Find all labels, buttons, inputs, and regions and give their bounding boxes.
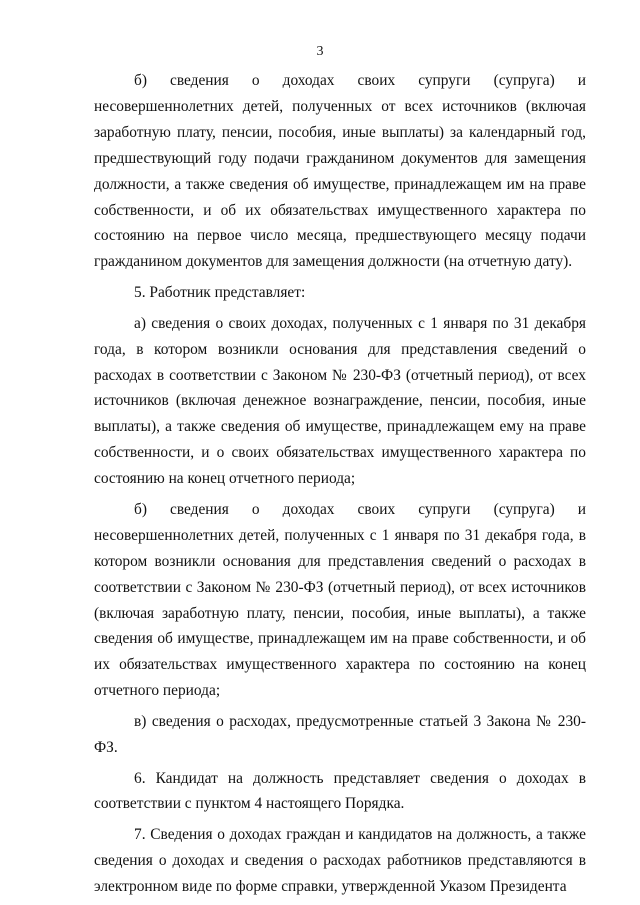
paragraph-7: 7. Сведения о доходах граждан и кандидатов на должность, а также сведения о доходах и сведения о расходах работников представляются в электронном виде по форме справки, утвержденной Указом Президента	[94, 826, 586, 895]
paragraph-5b: б) сведения о доходах своих супруги (супруга) и несовершеннолетних детей, полученных с 1 января по 31 декабря года, в котором возникли основания для представления сведений о расходах в соответствии с Законом № 230-ФЗ (отчетный период), от всех источников (включая заработную плату, пенсии, пособия, иные выплаты), а также сведения об имуществе, принадлежащем им на праве собственности, и об их обязательствах имущественного характера по состоянию на конец отчетного периода;	[94, 500, 586, 700]
paragraph-5c: в) сведения о расходах, предусмотренные статьей 3 Закона № 230-ФЗ.	[94, 712, 586, 756]
paragraph-6: 6. Кандидат на должность представляет сведения о доходах в соответствии с пунктом 4 настоящего Порядка.	[94, 769, 586, 813]
paragraph-4b: б) сведения о доходах своих супруги (супруга) и несовершеннолетних детей, полученных от всех источников (включая заработную плату, пенсии, пособия, иные выплаты) за календарный год, предшествующий году подачи гражданином документов для замещения должности, а также сведения об имуществе, принадлежащем им на праве собственности, и об их обязательствах имущественного характера по состоянию на первое число месяца, предшествующего месяцу подачи гражданином документов для замещения должности (на отчетную дату).	[94, 72, 586, 271]
paragraph-5a: а) сведения о своих доходах, полученных с 1 января по 31 декабря года, в котором возникли основания для представления сведений о расходах в соответствии с Законом № 230-ФЗ (отчетный период), от всех источников (включая денежное вознаграждение, пенсии, пособия, иные выплаты), а также сведения об имуществе, принадлежащем ему на праве собственности, и о своих обязательствах имущественного характера по состоянию на конец отчетного периода;	[94, 314, 586, 488]
paragraph-5-heading: 5. Работник представляет:	[134, 284, 306, 302]
page-number: 3	[316, 44, 324, 59]
document-body	[94, 68, 586, 905]
